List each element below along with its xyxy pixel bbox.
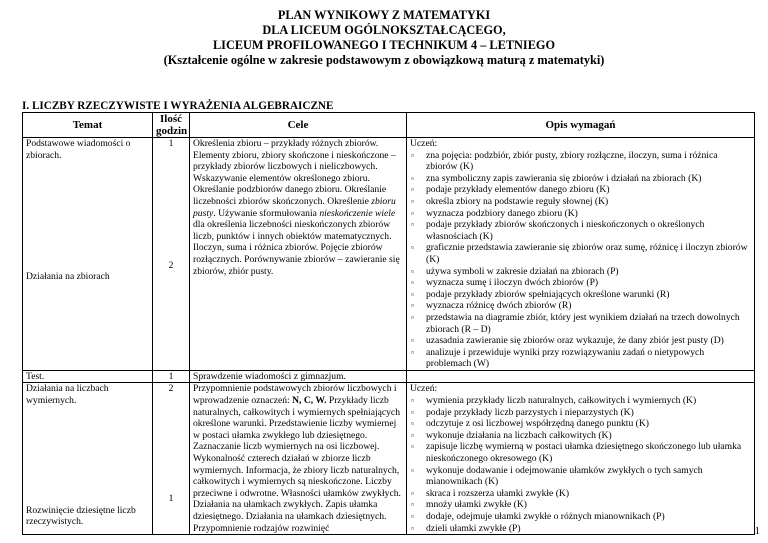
- emphasis-zbiory-liczbowe: N, C, W.: [292, 395, 327, 407]
- list-item: ▫ podaje przykłady zbiorów skończonych i nieskończonych o określonych własnościach (K): [410, 219, 751, 242]
- list-item: ▫ wykonuje dodawanie i odejmowanie ułamków zwykłych o tych samych mianownikach (K): [410, 465, 751, 488]
- header-temat: Temat: [23, 113, 153, 138]
- topic-cell: [23, 138, 153, 371]
- list-item: ▫ wyznacza podzbiory danego zbioru (K): [410, 208, 751, 220]
- list-item: ▫ podaje przykłady liczb parzystych i nieparzystych (K): [410, 407, 751, 419]
- emphasis-nieskonczenie-wiele: nieskończenie wiele: [319, 207, 396, 219]
- hours-zbiory: 1: [168, 138, 174, 149]
- goals-cell: Określenia zbioru – przykłady różnych zbiorów. Elementy zbioru, zbiory skończone i nieskończone – przykłady zbiorów liczbowych i nieliczbowych. Wskazywanie elementów określonego zbioru. Określanie podzbiorów danego zbioru. Określanie liczebności zbiorów skończonych. Określenie zbioru pusty. Używanie sformułowania nieskończenie wiele dla określenia liczebności nieskończonych zbiorów liczb, punktów i innych obiektów matematycznych. Iloczyn, suma i różnica zbiorów. Pojęcie zbiorów rozłącznych. Porównywanie zbiorów – zawieranie się zbiorów, zbiór pusty.: [190, 138, 407, 371]
- header-ilosc-godzin: Ilość godzin: [153, 113, 190, 138]
- list-item: ▫ wyznacza różnicę dwóch zbiorów (R): [410, 300, 751, 312]
- hours-cell: [153, 383, 190, 535]
- list-item: ▫ wyznacza sumę i iloczyn dwóch zbiorów (P): [410, 277, 751, 289]
- requirements-list: [410, 150, 751, 370]
- document-title-line2: DLA LICEUM OGÓLNOKSZTAŁCĄCEGO,: [262, 23, 506, 37]
- topic-dzialania-na-zbiorach: Działania na zbiorach: [26, 271, 110, 283]
- list-item: ▫ mnoży ułamki zwykłe (K): [410, 499, 751, 511]
- hours-dzialania: 2: [168, 259, 174, 271]
- topic-zbiory: Podstawowe wiadomości o zbiorach.: [26, 138, 131, 161]
- list-item: ▫ odczytuje z osi liczbowej współrzędną danego punktu (K): [410, 418, 751, 430]
- table-row: [23, 138, 755, 371]
- table-row: [23, 383, 755, 535]
- list-item: ▫ uzasadnia zawieranie się zbiorów oraz wykazuje, że dany zbiór jest pusty (D): [410, 335, 751, 347]
- list-item: ▫ zna symboliczny zapis zawierania się zbiorów i działań na zbiorach (K): [410, 173, 751, 185]
- requirements-cell: [407, 138, 755, 371]
- requirements-list: [410, 395, 751, 534]
- list-item: ▫ określa zbiory na podstawie reguły słownej (K): [410, 196, 751, 208]
- list-item: ▫ graficznie przedstawia zawieranie się zbiorów oraz sumę, różnicę i iloczyn zbiorów (K): [410, 242, 751, 265]
- hours-liczby-wymierne: 2: [168, 383, 174, 395]
- uczen-label: Uczeń:: [410, 383, 438, 395]
- hours-test: 1: [153, 370, 190, 383]
- list-item: ▫ podaje przykłady zbiorów spełniających określone warunki (R): [410, 289, 751, 301]
- document-title-line1: PLAN WYNIKOWY Z MATEMATYKI: [277, 8, 491, 22]
- requirements-test: [407, 370, 755, 383]
- topic-rozwiniecie-dziesietne: Rozwinięcie dziesiętne liczb rzeczywistych.: [26, 504, 136, 528]
- requirements-cell: [407, 383, 755, 535]
- goals-test: Sprawdzenie wiadomości z gimnazjum.: [190, 370, 407, 383]
- requirements-table: [22, 112, 755, 535]
- list-item: ▫ używa symboli w zakresie działań na zbiorach (P): [410, 266, 751, 278]
- topic-cell: [23, 383, 153, 535]
- table-header-row: [23, 113, 755, 138]
- list-item: ▫ zna pojęcia: podzbiór, zbiór pusty, zbiory rozłączne, iloczyn, suma i różnica zbiorów (K): [410, 150, 751, 173]
- emphasis-zbior-pusty: zbioru pusty: [193, 195, 396, 219]
- hours-cell: [153, 138, 190, 371]
- header-cele: Cele: [190, 113, 407, 138]
- header-opis-wymagan: Opis wymagań: [407, 113, 755, 138]
- list-item: ▫ podaje przykłady elementów danego zbioru (K): [410, 184, 751, 196]
- list-item: ▫ przedstawia na diagramie zbiór, który jest wynikiem działań na trzech dowolnych zbiorach (R – D): [410, 312, 751, 335]
- goals-cell: Przypomnienie podstawowych zbiorów liczbowych i wprowadzenie oznaczeń: N, C, W. Przykłady liczb naturalnych, całkowitych i wymiernych spełniających określone warunki. Przedstawienie liczby wymiernej w postaci ułamka zwykłego lub dziesiętnego. Zaznaczanie liczb wymiernych na osi liczbowej. Wykonalność czterech działań w zbiorze liczb wymiernych. Informacja, że zbiory liczb naturalnych, całkowitych i wymiernych są nieskończone. Liczby przeciwne i odwrotne. Własności ułamków zwykłych. Działania na ułamkach zwykłych. Zapis ułamka dziesiętnego. Działania na ułamkach dziesiętnych. Przypomnienie rodzajów rozwinięć: [190, 383, 407, 535]
- list-item: ▫ wymienia przykłady liczb naturalnych, całkowitych i wymiernych (K): [410, 395, 751, 407]
- list-item: ▫ dodaje, odejmuje ułamki zwykłe o różnych mianownikach (P): [410, 511, 751, 523]
- list-item: ▫ skraca i rozszerza ułamki zwykłe (K): [410, 488, 751, 500]
- document-subtitle: (Kształcenie ogólne w zakresie podstawowym z obowiązkową maturą z matematyki): [163, 53, 605, 67]
- page-number: 1: [754, 525, 760, 537]
- list-item: ▫ dzieli ułamki zwykłe (P): [410, 523, 751, 535]
- hours-rozwiniecie: 1: [168, 493, 174, 505]
- list-item: ▫ analizuje i przewiduje wyniki przy rozwiązywaniu zadań o nietypowych problemach (W): [410, 347, 751, 370]
- document-title-line3: LICEUM PROFILOWANEGO I TECHNIKUM 4 – LETNIEGO: [212, 38, 556, 52]
- uczen-label: Uczeń:: [410, 138, 438, 149]
- list-item: ▫ wykonuje działania na liczbach całkowitych (K): [410, 430, 751, 442]
- topic-liczby-wymierne: Działania na liczbach wymiernych.: [26, 383, 109, 407]
- table-row: [23, 370, 755, 383]
- section-heading: I. LICZBY RZECZYWISTE I WYRAŻENIA ALGEBRAICZNE: [22, 100, 334, 112]
- topic-test: Test.: [23, 370, 153, 383]
- list-item: ▫ zapisuje liczbę wymierną w postaci ułamka dziesiętnego skończonego lub ułamka nieskończonego okresowego (K): [410, 441, 751, 464]
